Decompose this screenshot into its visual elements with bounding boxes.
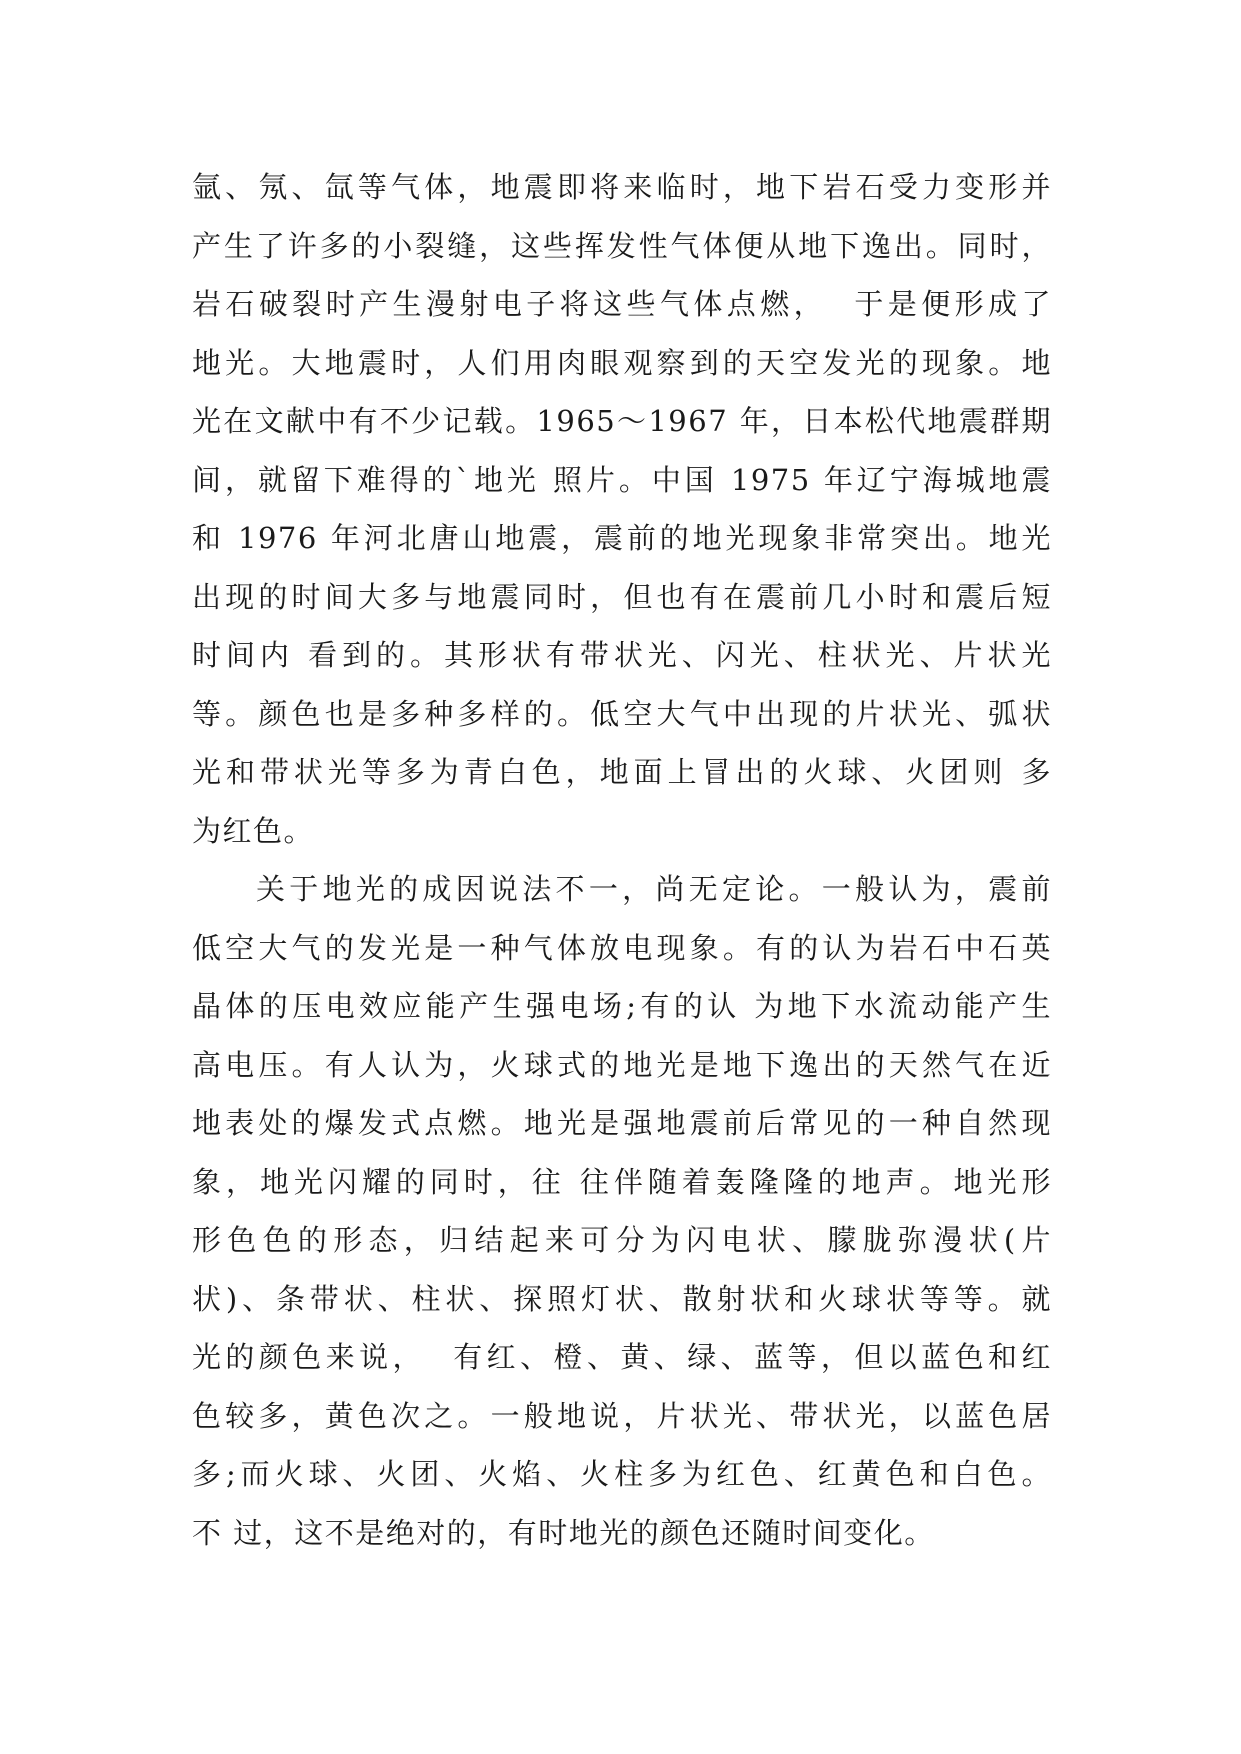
- text-line: 产生了许多的小裂缝，这些挥发性气体便从地下逸出。同时，: [192, 228, 1052, 263]
- text-line: 和 1976 年河北唐山地震，震前的地光现象非常突出。地光: [192, 521, 1052, 555]
- text-line: 光和带状光等多为青白色，地面上冒出的火球、火团则 多: [192, 755, 1052, 789]
- text-line: 色较多，黄色次之。一般地说，片状光、带状光，以蓝色居: [192, 1398, 1052, 1433]
- text-line: 光在文献中有不少记载。1965～1967 年，日本松代地震群期: [192, 404, 1052, 438]
- text-line: 低空大气的发光是一种气体放电现象。有的认为岩石中石英: [192, 930, 1052, 965]
- text-line: 晶体的压电效应能产生强电场;有的认 为地下水流动能产生: [192, 989, 1052, 1023]
- text-line: 高电压。有人认为，火球式的地光是地下逸出的天然气在近: [192, 1047, 1052, 1082]
- text-line: 岩石破裂时产生漫射电子将这些气体点燃， 于是便形成了: [192, 287, 1052, 321]
- text-line: 形色色的形态，归结起来可分为闪电状、朦胧弥漫状(片: [192, 1223, 1052, 1257]
- text-line: 光的颜色来说， 有红、橙、黄、绿、蓝等，但以蓝色和红: [192, 1340, 1052, 1374]
- text-line: 时间内 看到的。其形状有带状光、闪光、柱状光、片状光: [192, 638, 1052, 672]
- text-line: 地光。大地震时，人们用肉眼观察到的天空发光的现象。地: [192, 345, 1052, 380]
- text-line: 氩、氖、氙等气体，地震即将来临时，地下岩石受力变形并: [192, 170, 1052, 204]
- text-line: 状)、条带状、柱状、探照灯状、散射状和火球状等等。就: [192, 1281, 1052, 1316]
- text-line: 关于地光的成因说法不一，尚无定论。一般认为，震前: [256, 872, 1052, 906]
- text-line: 出现的时间大多与地震同时，但也有在震前几小时和震后短: [192, 579, 1052, 614]
- text-line: 不 过，这不是绝对的，有时地光的颜色还随时间变化。: [192, 1515, 935, 1550]
- text-line: 间，就留下难得的`地光 照片。中国 1975 年辽宁海城地震: [192, 462, 1052, 497]
- text-line: 地表处的爆发式点燃。地光是强地震前后常见的一种自然现: [192, 1106, 1052, 1140]
- paragraph-2: [192, 860, 1052, 1562]
- paragraph-1: [192, 158, 1052, 860]
- text-line: 象，地光闪耀的同时，往 往伴随着轰隆隆的地声。地光形: [192, 1164, 1052, 1199]
- document-body: [192, 158, 1052, 1562]
- text-line: 多;而火球、火团、火焰、火柱多为红色、红黄色和白色。: [192, 1457, 1052, 1491]
- text-line: 为红色。: [192, 813, 315, 848]
- text-line: 等。颜色也是多种多样的。低空大气中出现的片状光、弧状: [192, 696, 1052, 731]
